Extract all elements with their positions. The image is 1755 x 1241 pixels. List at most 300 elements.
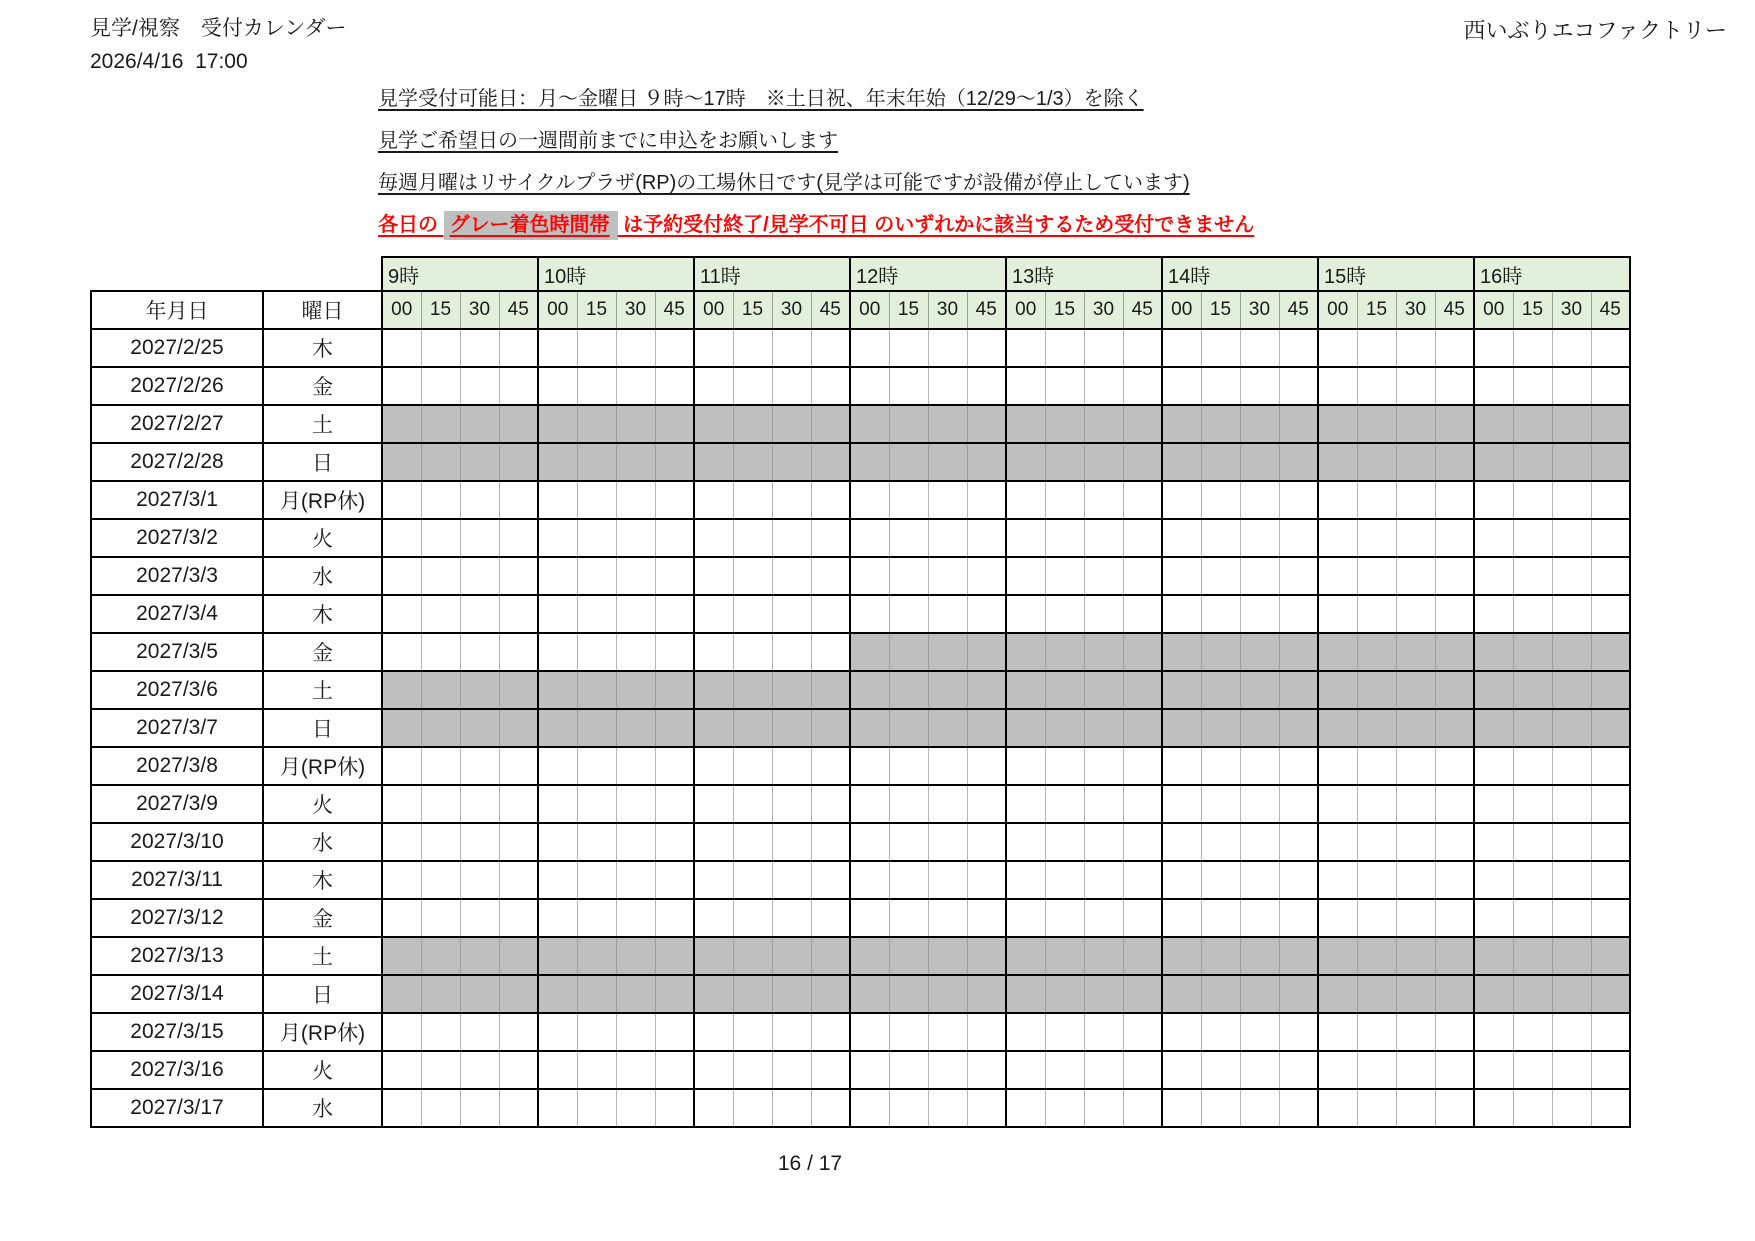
date-cell: 2027/3/14 [91,975,263,1013]
time-slot [1279,443,1318,481]
time-slot [538,709,577,747]
time-slot [616,785,655,823]
time-slot [421,709,460,747]
time-slot [1435,405,1474,443]
time-slot [655,633,694,671]
time-slot [616,1051,655,1089]
time-slot [1396,443,1435,481]
day-cell: 水 [263,1089,382,1127]
day-cell: 日 [263,443,382,481]
time-slot [1513,557,1552,595]
time-slot [538,1051,577,1089]
time-slot [1474,405,1513,443]
time-slot [772,823,811,861]
time-slot [538,1013,577,1051]
time-slot [889,861,928,899]
time-slot [1240,709,1279,747]
date-cell: 2027/3/11 [91,861,263,899]
warning-post-text: は予約受付終了/見学不可日 のいずれかに該当するため受付できません [617,214,1255,236]
time-slot [1318,747,1357,785]
time-slot [1513,1089,1552,1127]
time-slot [928,937,967,975]
time-slot [577,633,616,671]
note-available-days-text: 見学受付可能日：月～金曜日 ９時～17時 ※土日祝、年末年始（12/29～1/3）を除く [378,88,1144,110]
table-row [91,1089,1630,1127]
time-slot [382,785,421,823]
time-slot [1045,823,1084,861]
time-slot [1045,367,1084,405]
time-slot [1513,899,1552,937]
time-slot [460,595,499,633]
time-slot [1084,1051,1123,1089]
time-slot [460,785,499,823]
time-slot [577,595,616,633]
time-slot [1201,671,1240,709]
time-slot [1513,519,1552,557]
time-slot [1591,481,1630,519]
time-slot [655,1089,694,1127]
time-slot [733,557,772,595]
quarter-header: 45 [655,291,694,329]
time-slot [538,557,577,595]
time-slot [616,367,655,405]
time-slot [889,405,928,443]
day-cell: 土 [263,405,382,443]
time-slot [1162,823,1201,861]
time-slot [616,405,655,443]
time-slot [928,329,967,367]
time-slot [460,937,499,975]
gray-highlight-label: グレー着色時間帯 [444,211,618,240]
quarter-header: 30 [616,291,655,329]
time-slot [655,557,694,595]
time-slot [967,481,1006,519]
time-slot [772,633,811,671]
time-slot [1591,1013,1630,1051]
time-slot [1396,861,1435,899]
time-slot [1240,975,1279,1013]
time-slot [694,329,733,367]
time-slot [1123,1051,1162,1089]
date-cell: 2027/3/2 [91,519,263,557]
time-slot [811,747,850,785]
time-slot [889,595,928,633]
time-slot [1162,1089,1201,1127]
time-slot [1396,937,1435,975]
quarter-header: 30 [1240,291,1279,329]
time-slot [1123,937,1162,975]
date-cell: 2027/3/5 [91,633,263,671]
time-slot [1162,519,1201,557]
time-slot [1357,861,1396,899]
time-slot [694,747,733,785]
time-slot [772,1051,811,1089]
time-slot [655,595,694,633]
time-slot [1279,975,1318,1013]
time-slot [616,861,655,899]
time-slot [1123,823,1162,861]
quarter-header: 45 [811,291,850,329]
time-slot [889,747,928,785]
quarter-header: 00 [1318,291,1357,329]
time-slot [1123,481,1162,519]
time-slot [1279,823,1318,861]
table-row [91,671,1630,709]
time-slot [733,595,772,633]
time-slot [1357,329,1396,367]
time-slot [1396,823,1435,861]
time-slot [928,1013,967,1051]
time-slot [1006,823,1045,861]
time-slot [460,975,499,1013]
time-slot [655,519,694,557]
time-slot [889,633,928,671]
time-slot [1396,671,1435,709]
time-slot [733,367,772,405]
time-slot [811,633,850,671]
quarter-header: 15 [733,291,772,329]
time-slot [694,405,733,443]
time-slot [1006,557,1045,595]
time-slot [733,481,772,519]
time-slot [421,1013,460,1051]
time-slot [889,481,928,519]
time-slot [1084,899,1123,937]
time-slot [1240,595,1279,633]
quarter-header: 45 [967,291,1006,329]
time-slot [772,405,811,443]
time-slot [694,519,733,557]
time-slot [1045,975,1084,1013]
day-cell: 土 [263,937,382,975]
time-slot [499,671,538,709]
table-row [91,329,1630,367]
time-slot [1435,1051,1474,1089]
date-cell: 2027/3/6 [91,671,263,709]
date-cell: 2027/3/16 [91,1051,263,1089]
time-slot [1084,823,1123,861]
quarter-header: 00 [538,291,577,329]
time-slot [538,861,577,899]
time-slot [1552,633,1591,671]
time-slot [655,405,694,443]
time-slot [538,899,577,937]
time-slot [694,443,733,481]
time-slot [382,595,421,633]
time-slot [1318,633,1357,671]
time-slot [460,1051,499,1089]
day-cell: 土 [263,671,382,709]
time-slot [850,937,889,975]
time-slot [460,405,499,443]
time-slot [811,1051,850,1089]
quarter-header: 15 [421,291,460,329]
time-slot [1474,861,1513,899]
time-slot [1357,595,1396,633]
time-slot [811,899,850,937]
time-slot [694,975,733,1013]
time-slot [538,747,577,785]
time-slot [1123,785,1162,823]
time-slot [1240,671,1279,709]
page-number: 16 / 17 [777,1152,843,1175]
notes-block [378,82,1254,250]
quarter-header: 15 [889,291,928,329]
time-slot [1279,1089,1318,1127]
table-row [91,709,1630,747]
time-slot [1240,899,1279,937]
time-slot [499,899,538,937]
time-slot [850,1051,889,1089]
time-slot [1474,481,1513,519]
time-slot [499,633,538,671]
time-slot [1396,975,1435,1013]
time-slot [772,899,811,937]
time-slot [1162,747,1201,785]
time-slot [1552,481,1591,519]
time-slot [1006,1089,1045,1127]
day-cell: 火 [263,785,382,823]
time-slot [616,937,655,975]
time-slot [1474,1051,1513,1089]
time-slot [1045,899,1084,937]
time-slot [1045,1013,1084,1051]
table-row [91,557,1630,595]
time-slot [460,1089,499,1127]
time-slot [1279,329,1318,367]
time-slot [460,329,499,367]
time-slot [577,1051,616,1089]
print-datetime: 2026/4/16 17:00 [90,50,248,73]
time-slot [421,937,460,975]
time-slot [772,937,811,975]
time-slot [421,785,460,823]
time-slot [967,405,1006,443]
hour-header-10: 10時 [538,257,694,291]
date-cell: 2027/3/12 [91,899,263,937]
quarter-header: 30 [928,291,967,329]
day-cell: 月(RP休) [263,747,382,785]
time-slot [889,899,928,937]
quarter-header: 00 [694,291,733,329]
time-slot [655,747,694,785]
time-slot [1084,519,1123,557]
time-slot [1045,557,1084,595]
time-slot [382,671,421,709]
time-slot [733,671,772,709]
time-slot [1474,329,1513,367]
time-slot [421,519,460,557]
note-monday-holiday [378,166,1254,195]
page-title: 見学/視察 受付カレンダー [90,17,347,40]
hour-header-14: 14時 [1162,257,1318,291]
time-slot [616,1013,655,1051]
time-slot [733,823,772,861]
time-slot [1162,481,1201,519]
time-slot [1123,975,1162,1013]
date-cell: 2027/3/13 [91,937,263,975]
time-slot [967,443,1006,481]
time-slot [1552,747,1591,785]
time-slot [538,405,577,443]
time-slot [811,671,850,709]
time-slot [499,329,538,367]
time-slot [967,709,1006,747]
time-slot [1552,1051,1591,1089]
time-slot [1591,899,1630,937]
time-slot [1201,1051,1240,1089]
time-slot [1396,633,1435,671]
time-slot [889,557,928,595]
time-slot [460,823,499,861]
time-slot [850,899,889,937]
time-slot [889,367,928,405]
time-slot [655,1013,694,1051]
time-slot [1591,1051,1630,1089]
time-slot [1006,1051,1045,1089]
time-slot [382,557,421,595]
time-slot [460,519,499,557]
time-slot [1513,1051,1552,1089]
time-slot [1045,1089,1084,1127]
time-slot [1240,443,1279,481]
time-slot [1201,557,1240,595]
time-slot [1162,785,1201,823]
time-slot [499,785,538,823]
time-slot [1240,1013,1279,1051]
time-slot [850,1013,889,1051]
time-slot [1240,519,1279,557]
hour-header-15: 15時 [1318,257,1474,291]
time-slot [1474,367,1513,405]
time-slot [1591,785,1630,823]
time-slot [655,823,694,861]
time-slot [928,671,967,709]
time-slot [538,937,577,975]
time-slot [1006,747,1045,785]
table-row [91,747,1630,785]
time-slot [733,1013,772,1051]
time-slot [577,443,616,481]
time-slot [1084,747,1123,785]
time-slot [1045,329,1084,367]
time-slot [577,937,616,975]
time-slot [1552,937,1591,975]
time-slot [1513,633,1552,671]
time-slot [1318,595,1357,633]
time-slot [1474,747,1513,785]
time-slot [694,861,733,899]
time-slot [1474,785,1513,823]
time-slot [1084,1089,1123,1127]
time-slot [694,557,733,595]
time-slot [577,1089,616,1127]
time-slot [1435,367,1474,405]
time-slot [460,481,499,519]
time-slot [1279,367,1318,405]
time-slot [1318,481,1357,519]
time-slot [733,709,772,747]
time-slot [577,329,616,367]
time-slot [1474,899,1513,937]
time-slot [967,747,1006,785]
time-slot [1279,671,1318,709]
time-slot [928,557,967,595]
time-slot [1474,519,1513,557]
time-slot [1006,861,1045,899]
note-monday-holiday-text: 毎週月曜はリサイクルプラザ(RP)の工場休日です(見学は可能ですが設備が停止しています) [378,172,1190,194]
time-slot [1162,595,1201,633]
time-slot [616,709,655,747]
day-cell: 金 [263,633,382,671]
time-slot [889,1051,928,1089]
time-slot [772,671,811,709]
time-slot [421,481,460,519]
table-row [91,1013,1630,1051]
time-slot [1123,861,1162,899]
time-slot [850,329,889,367]
time-slot [577,367,616,405]
time-slot [889,785,928,823]
quarter-header: 00 [1006,291,1045,329]
time-slot [1162,975,1201,1013]
time-slot [967,785,1006,823]
time-slot [967,1051,1006,1089]
time-slot [1552,975,1591,1013]
time-slot [928,595,967,633]
time-slot [772,1013,811,1051]
time-slot [1357,443,1396,481]
date-column-header: 年月日 [91,291,263,329]
time-slot [1006,405,1045,443]
time-slot [1513,823,1552,861]
time-slot [1201,633,1240,671]
time-slot [889,1013,928,1051]
time-slot [421,1051,460,1089]
time-slot [1396,1051,1435,1089]
time-slot [1318,671,1357,709]
time-slot [1513,329,1552,367]
time-slot [538,367,577,405]
note-gray-warning [378,208,1254,237]
time-slot [538,595,577,633]
time-slot [733,405,772,443]
time-slot [1435,899,1474,937]
time-slot [1435,861,1474,899]
table-row [91,975,1630,1013]
time-slot [1357,481,1396,519]
time-slot [889,823,928,861]
time-slot [1240,633,1279,671]
time-slot [850,1089,889,1127]
time-slot [733,861,772,899]
day-cell: 木 [263,595,382,633]
note-gray-warning-text [378,211,1254,240]
time-slot [1201,1013,1240,1051]
time-slot [616,1089,655,1127]
time-slot [1162,709,1201,747]
time-slot [1552,443,1591,481]
time-slot [1240,405,1279,443]
time-slot [928,1089,967,1127]
time-slot [1084,481,1123,519]
company-name: 西いぶりエコファクトリー [1463,18,1727,43]
date-cell: 2027/3/7 [91,709,263,747]
time-slot [577,557,616,595]
time-slot [733,899,772,937]
time-slot [538,329,577,367]
time-slot [1435,1089,1474,1127]
